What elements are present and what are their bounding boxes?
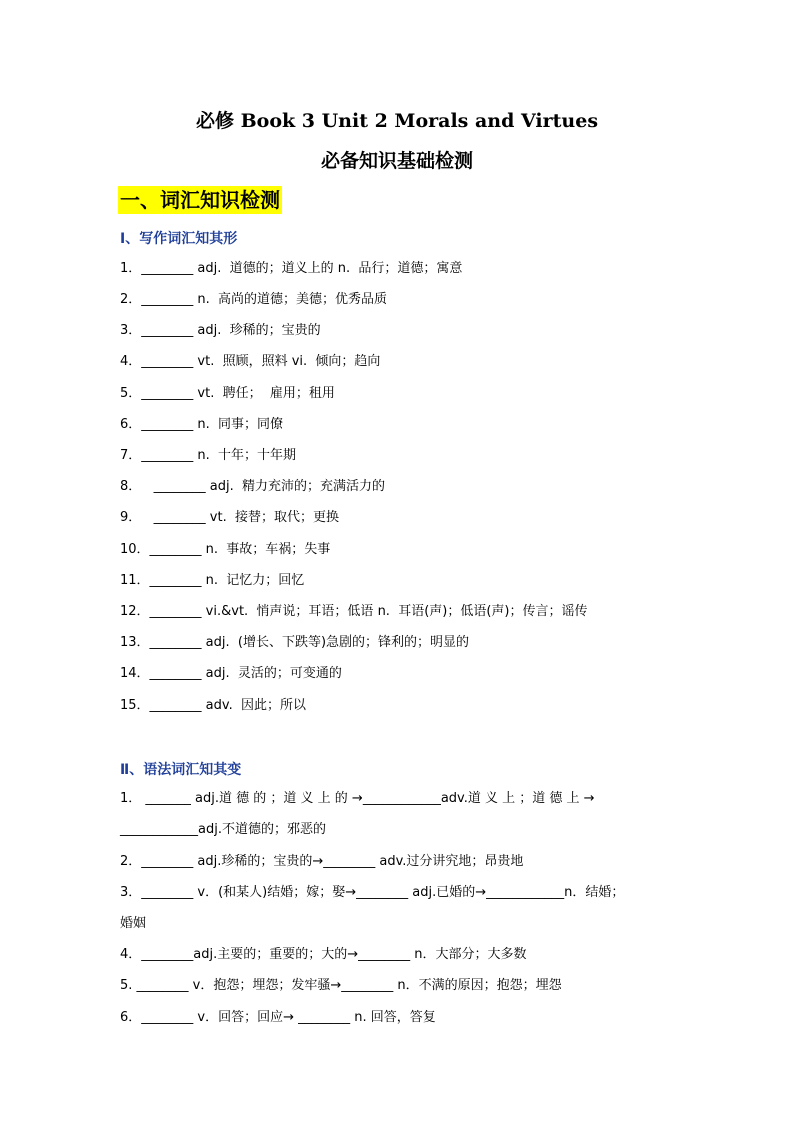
grammar-item: 3．________ v．(和某人)结婚；嫁；娶→________ adj.已婚的→____________n．结婚；: [120, 885, 625, 900]
vocab-item: 11．________ n. 记忆力；回忆: [120, 573, 305, 588]
vocab-item: 6．________ n. 同事；同僚: [120, 417, 284, 432]
vocab-item: 12．________ vi.&vt. 悄声说；耳语；低语 n. 耳语(声)；低语(声)；传言；谣传: [120, 604, 588, 619]
grammar-item-continued: ____________adj.不道德的；邪恶的: [120, 822, 326, 837]
vocab-item: 8． ________ adj. 精力充沛的；充满活力的: [120, 479, 386, 494]
grammar-item-continued: 婚姻: [120, 916, 147, 931]
vocab-item: 2．________ n. 高尚的道德；美德；优秀品质: [120, 292, 388, 307]
vocab-item: 10．________ n. 事故；车祸；失事: [120, 542, 331, 557]
vocab-item: 4．________ vt. 照顾，照料 vi. 倾向；趋向: [120, 354, 381, 369]
vocab-item: 7．________ n. 十年；十年期: [120, 448, 297, 463]
grammar-item: 1． _______ adj.道 德 的 ；道 义 上 的 →____________adv.道 义 上 ；道 德 上 →: [120, 791, 595, 806]
page-title: 必修 Book 3 Unit 2 Morals and Virtues: [195, 110, 599, 132]
part2-heading: Ⅱ、语法词汇知其变: [120, 762, 242, 778]
section-heading-vocabulary: 一、词汇知识检测: [120, 188, 280, 212]
vocab-item: 5．________ vt. 聘任； 雇用；租用: [120, 386, 335, 401]
vocab-item: 14．________ adj. 灵活的；可变通的: [120, 666, 342, 681]
page-subtitle: 必备知识基础检测: [320, 150, 473, 172]
vocab-item: 13．________ adj. (增长、下跌等)急剧的；锋利的；明显的: [120, 635, 470, 650]
grammar-item: 6．________ v．回答；回应→ ________ n. 回答，答复: [120, 1010, 436, 1025]
grammar-item: 5. ________ v．抱怨；埋怨；发牢骚→________ n．不满的原因；抱怨；埋怨: [120, 978, 562, 993]
vocab-item: 9． ________ vt. 接替；取代；更换: [120, 510, 339, 525]
vocab-item: 15．________ adv. 因此；所以: [120, 698, 306, 713]
grammar-item: 4．________adj.主要的；重要的；大的→________ n．大部分；大多数: [120, 947, 527, 962]
part1-heading: Ⅰ、写作词汇知其形: [120, 231, 238, 247]
vocab-item: 1．________ adj. 道德的；道义上的 n. 品行；道德；寓意: [120, 261, 463, 276]
vocab-item: 3．________ adj. 珍稀的；宝贵的: [120, 323, 321, 338]
grammar-item: 2．________ adj.珍稀的；宝贵的→________ adv.过分讲究地；昂贵地: [120, 854, 524, 869]
